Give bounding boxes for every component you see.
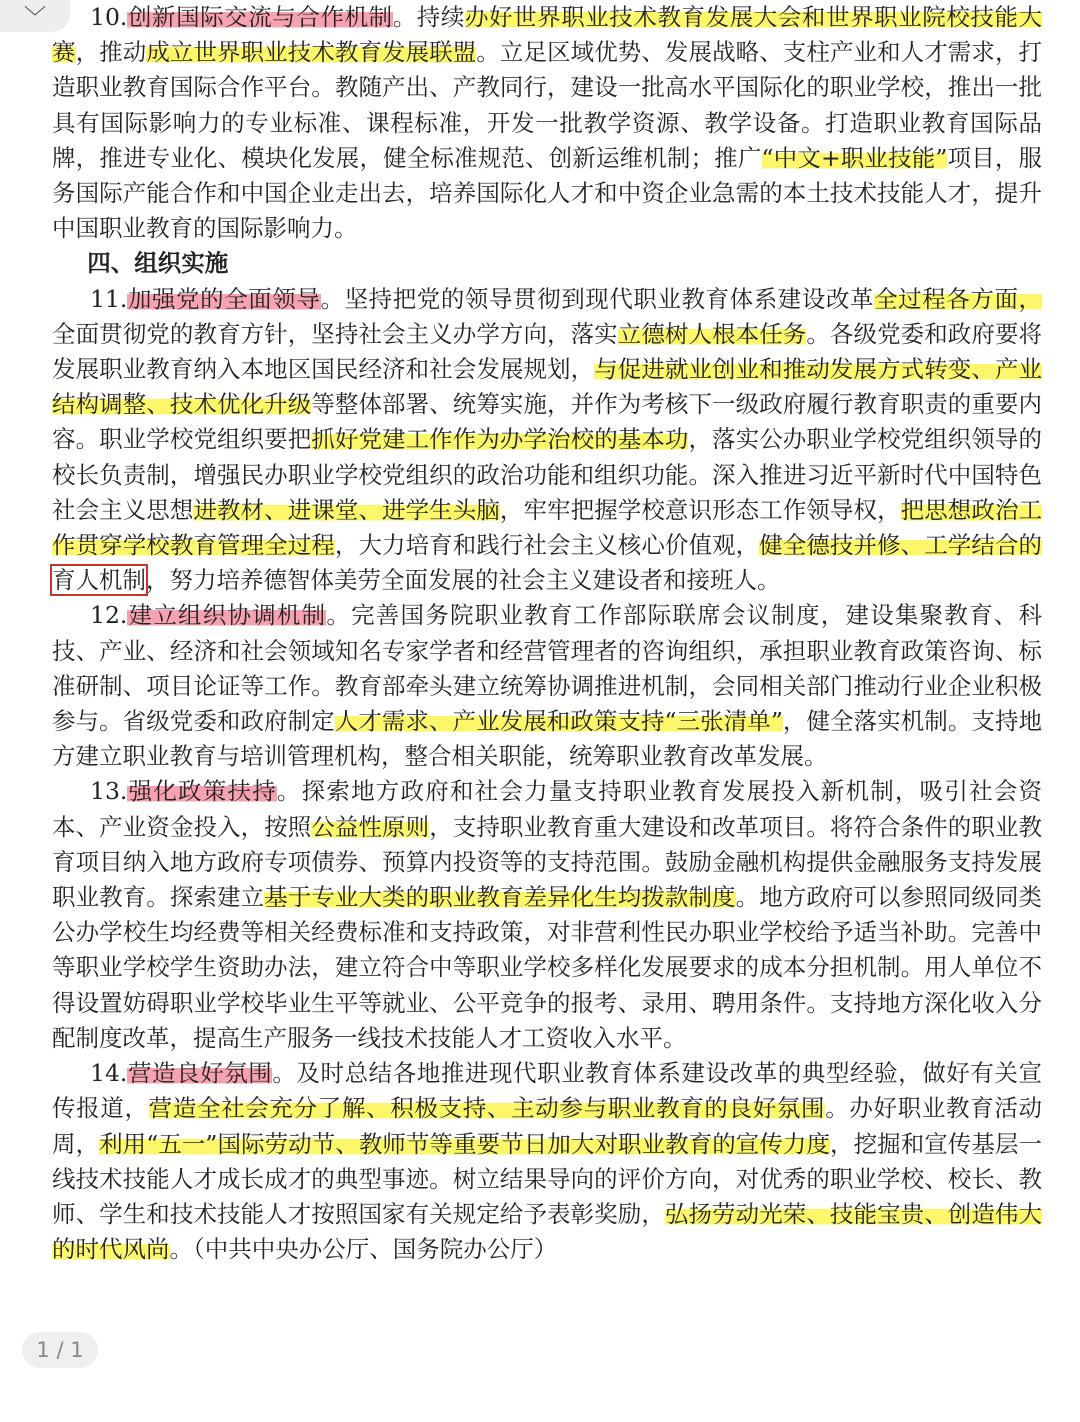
text-run: 等整体部署、统筹实施，并作为考核下一级政府履行教育职责的重要内容。职业学校党组织要把 [52,390,1043,454]
paragraph-10 [52,0,1042,246]
text-run: 全面贯彻党的教育方针，坚持社会主义办学方向，落实 [52,319,618,348]
text-run: 。及时总结各地推进现代职业教育体系建设改革的典型经验，做好有关宣传报道， [52,1059,1042,1123]
paragraph-13 [52,774,1042,1056]
paragraph-14 [52,1056,1042,1267]
text-run: 。地方政府可以参照同级同类公办学校生均经费等相关经费标准和支持政策，对非营利性民办职业学校给予适当补助。完善中等职业学校学生资助办法，建立符合中等职业学校多样化发展要求的成本分担机制。用人单位不得设置妨碍职业学校毕业生平等就业、公平竞争的报考、录用、聘用条件。支持地方深化收入分配制度改革，提高生产服务一线技术技能人才工资收入水平。 [52,883,1043,1052]
highlight-yellow: 利用“五一”国际劳动节、教师节等重要节日加大对职业教育的宣传力度 [99,1129,831,1158]
text-run: 。持续 [392,3,465,31]
highlight-yellow: “中文+职业技能” [761,143,948,172]
boxed-annotation: 育人机制 [52,566,146,595]
text-run: 。坚持把党的领导贯彻到现代职业教育体系建设改革 [320,284,875,313]
text-run: ，大力培育和践行社会主义核心价值观， [334,531,760,560]
highlight-yellow: 立德树人根本任务 [617,319,807,348]
item-number: 14. [90,1059,128,1088]
text-run: ，落实公办职业学校党组织领导的校长负责制，增强民办职业学校党组织的政治功能和组织功能。深入推进习近平新时代中国特色社会主义思想 [52,425,1043,524]
highlight-yellow: 办好世界职业技术教育发展大会和世界职业院校技能大赛 [52,3,1043,67]
highlight-yellow: 公益性原则 [311,812,430,841]
text-run: ，健全落实机制。支持地方建立职业教育与培训管理机构，整合相关职能，统筹职业教育改革发展。 [52,707,1043,771]
highlight-yellow: 营造全社会充分了解、积极支持、主动参与职业教育的良好氛围 [148,1094,826,1123]
text-run: ，推动 [75,38,147,67]
text-run: ，挖掘和宣传基层一线技术技能人才成长成才的典型事迹。树立结果导向的评价方向，对优秀的职业学校、校长、教师、学生和技术技能人才按照国家有关规定给予表彰奖励， [52,1129,1043,1228]
highlight-yellow: 与促进就业创业和推动发展方式转变、产业结构调整、技术优化升级 [52,355,1043,419]
paragraph-11 [52,282,1042,599]
text-run: 。办好职业教育活动周， [52,1094,1043,1158]
text-run: 。完善国务院职业教育工作部际联席会议制度，建设集聚教育、科技、产业、经济和社会领域知名专家学者和经营管理者的咨询组织，承担职业教育政策咨询、标准研制、项目论证等工作。教育部牵头建立统筹协调推进机制，会同相关部门推动行业企业积极参与。省级党委和政府制定 [52,601,1043,736]
document-page [52,0,1042,1267]
highlight-pink: 强化政策扶持 [127,777,277,806]
text-run: 。各级党委和政府要将发展职业教育纳入本地区国民经济和社会发展规划， [52,319,1043,384]
highlight-yellow: 健全德技并修、工学结合的 [759,531,1043,560]
item-number: 12. [90,601,128,630]
item-number: 13. [90,777,128,806]
text-run: ，支持职业教育重大建设和改革项目。将符合条件的职业教育项目纳入地方政府专项债券、预算内投资等的支持范围。鼓励金融机构提供金融服务支持发展职业教育。探索建立 [52,812,1043,912]
paragraph-12 [52,598,1042,774]
highlight-pink: 创新国际交流与合作机制 [127,3,393,31]
highlight-pink: 营造良好氛围 [127,1059,273,1088]
item-number: 11. [90,284,128,313]
highlight-yellow: 进教材、进课堂、进学生头脑 [193,495,500,524]
item-number: 10. [90,3,128,31]
text-run: 。立足区域优势、发展战略、支柱产业和人才需求，打造职业教育国际合作平台。教随产出、产教同行，建设一批高水平国际化的职业学校，推出一批具有国际影响力的专业标准、课程标准，开发一批教学资源、教学设备。打造职业教育国际品牌，推进专业化、模块化发展，健全标准规范、创新运维机制；推广 [52,38,1043,172]
chevron-down-icon: ﹀ [23,5,46,31]
highlight-yellow: 把思想政治工作贯穿学校教育管理全过程 [52,495,1043,560]
highlight-yellow: 抓好党建工作作为办学治校的基本功 [311,425,689,454]
highlight-yellow: 基于专业大类的职业教育差异化生均拨款制度 [264,883,736,912]
highlight-yellow: 全过程各方面， [874,284,1043,313]
text-run: 。（中共中央办公厅、国务院办公厅） [169,1235,558,1264]
highlight-yellow: 弘扬劳动光荣、技能宝贵、创造伟大的时代风尚 [52,1199,1043,1264]
page-indicator: 1 / 1 [22,1332,98,1368]
text-run: ，努力培养德智体美劳全面发展的社会主义建设者和接班人。 [146,566,781,595]
highlight-pink: 加强党的全面领导 [127,284,321,313]
section-heading: 四、组织实施 [87,249,229,278]
text-run: 。探索地方政府和社会力量支持职业教育发展投入新机制，吸引社会资本、产业资金投入，按照 [52,777,1043,841]
highlight-pink: 建立组织协调机制 [127,601,327,630]
highlight-yellow: 成立世界职业技术教育发展联盟 [146,38,477,67]
highlight-yellow: 人才需求、产业发展和政策支持“三张清单” [334,707,783,736]
text-run: ，牢牢把握学校意识形态工作领导权， [499,495,901,524]
text-run: 项目，服务国际产能合作和中国企业走出去，培养国际化人才和中资企业急需的本土技术技能人才，提升中国职业教育的国际影响力。 [52,143,1043,243]
